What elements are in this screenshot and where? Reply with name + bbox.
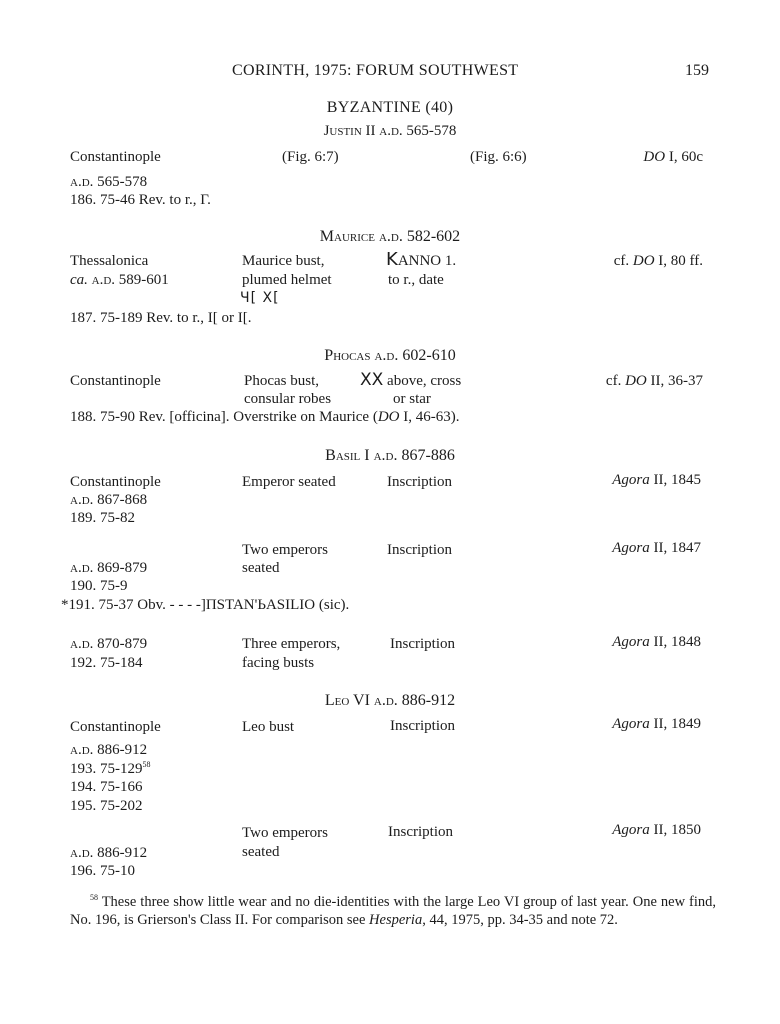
footnote-ref-58: 58 bbox=[142, 760, 151, 769]
maurice-obverse-2: plumed helmet bbox=[242, 272, 332, 288]
phocas-reverse-1 bbox=[360, 371, 461, 390]
basil-ref-c-series: Agora bbox=[612, 634, 650, 650]
entry-194: 194. 75-166 bbox=[70, 779, 143, 795]
leo-ref-b-number: II, 1850 bbox=[649, 822, 701, 838]
basil-date-c: a.d. 870-879 bbox=[70, 636, 148, 652]
entry-196: 196. 75-10 bbox=[70, 863, 135, 879]
justin-fig-obv: (Fig. 6:7) bbox=[282, 149, 339, 165]
maurice-ref-prefix: cf. bbox=[613, 253, 633, 269]
page-number: 159 bbox=[685, 62, 709, 79]
maurice-rev-text: ANNO 1. bbox=[397, 253, 457, 269]
basil-reverse-c: Inscription bbox=[390, 636, 455, 652]
leo-mint: Constantinople bbox=[70, 719, 161, 735]
basil-obverse-b-2: seated bbox=[242, 560, 280, 576]
basil-reverse-b: Inscription bbox=[387, 542, 452, 558]
leo-reference-b bbox=[560, 821, 701, 839]
heading-justin: Justin II a.d. 565-578 bbox=[323, 123, 457, 139]
section-title: BYZANTINE (40) bbox=[326, 99, 454, 116]
basil-reverse-a: Inscription bbox=[387, 474, 452, 490]
basil-ref-c-number: II, 1848 bbox=[649, 634, 701, 650]
leo-reverse-a: Inscription bbox=[390, 718, 455, 734]
leo-obverse-a: Leo bust bbox=[242, 719, 295, 735]
maurice-reverse-2: to r., date bbox=[388, 272, 444, 288]
leo-obverse-b-1: Two emperors bbox=[242, 825, 329, 841]
maurice-ref-number: I, 80 ff. bbox=[654, 253, 703, 269]
leo-obverse-b-2: seated bbox=[242, 844, 280, 860]
entry-186: 186. 75-46 Rev. to r., Γ. bbox=[70, 192, 211, 208]
maurice-mint: Thessalonica bbox=[70, 253, 149, 269]
entry-195: 195. 75-202 bbox=[70, 798, 143, 814]
leo-ref-b-series: Agora bbox=[612, 822, 650, 838]
phocas-mint: Constantinople bbox=[70, 373, 161, 389]
leo-date-a: a.d. 886-912 bbox=[70, 742, 148, 758]
leo-reference-a bbox=[560, 715, 701, 733]
entry-187: 187. 75-189 Rev. to r., I[ or I[. bbox=[70, 310, 252, 326]
basil-reference-b bbox=[560, 539, 701, 557]
basil-reference-a bbox=[560, 471, 701, 489]
entry-192: 192. 75-184 bbox=[70, 655, 143, 671]
phocas-rev-text: above, cross bbox=[383, 373, 462, 389]
basil-obverse-b-1: Two emperors bbox=[242, 542, 329, 558]
entry-193 bbox=[70, 760, 151, 778]
basil-date-b: a.d. 869-879 bbox=[70, 560, 148, 576]
footnote-text-b: , 44, 1975, pp. 34-35 and note 72. bbox=[422, 912, 618, 928]
maurice-ref-series: DO bbox=[632, 253, 655, 269]
entry-190: 190. 75-9 bbox=[70, 578, 128, 594]
entry-191: *191. 75-37 Obv. - - - -]ΠSΤΑΝ'ЬASILIO (sic). bbox=[61, 597, 350, 613]
maurice-rev-glyph: K bbox=[386, 249, 398, 270]
phocas-ref-series: DO bbox=[625, 373, 647, 389]
justin-ref-number: I, 60c bbox=[665, 149, 703, 165]
phocas-ref-prefix: cf. bbox=[605, 373, 626, 389]
maurice-obverse-1: Maurice bust, bbox=[242, 253, 325, 269]
basil-ref-b-series: Agora bbox=[612, 540, 650, 556]
entry-188-ref-number: I, 46-63). bbox=[399, 409, 460, 425]
entry-193-text: 193. 75-129 bbox=[70, 761, 143, 777]
justin-mint: Constantinople bbox=[70, 149, 161, 165]
basil-mint: Constantinople bbox=[70, 474, 161, 490]
maurice-date-range: a.d. 589-601 bbox=[87, 272, 169, 288]
heading-basil: Basil I a.d. 867-886 bbox=[325, 447, 455, 464]
basil-ref-b-number: II, 1847 bbox=[649, 540, 701, 556]
maurice-date-circa: ca. bbox=[70, 272, 88, 288]
heading-leo: Leo VI a.d. 886-912 bbox=[324, 692, 456, 709]
maurice-reverse-1 bbox=[386, 251, 456, 270]
basil-reference-c bbox=[560, 633, 701, 651]
justin-date: a.d. 565-578 bbox=[70, 174, 148, 190]
maurice-marks: Ч[ X[ bbox=[240, 290, 280, 306]
basil-ref-a-number: II, 1845 bbox=[649, 472, 701, 488]
phocas-ref-number: II, 36-37 bbox=[646, 373, 703, 389]
phocas-reverse-2: or star bbox=[393, 391, 431, 407]
basil-obverse-c-1: Three emperors, bbox=[242, 636, 341, 652]
basil-obverse-c-2: facing busts bbox=[242, 655, 315, 671]
heading-phocas: Phocas a.d. 602-610 bbox=[324, 347, 456, 364]
heading-maurice: Maurice a.d. 582-602 bbox=[319, 228, 461, 245]
entry-188 bbox=[70, 408, 460, 426]
entry-188-ref-series: DO bbox=[377, 409, 400, 425]
leo-date-b: a.d. 886-912 bbox=[70, 845, 148, 861]
entry-188-text: 188. 75-90 Rev. [officina]. Overstrike on Maurice ( bbox=[70, 409, 378, 425]
phocas-reference bbox=[560, 372, 703, 390]
footnote bbox=[70, 893, 716, 929]
leo-ref-a-series: Agora bbox=[612, 716, 650, 732]
running-title: CORINTH, 1975: FORUM SOUTHWEST bbox=[232, 62, 519, 79]
phocas-obverse-2: consular robes bbox=[244, 391, 332, 407]
maurice-reference bbox=[560, 252, 703, 270]
justin-fig-rev: (Fig. 6:6) bbox=[470, 149, 527, 165]
basil-ref-a-series: Agora bbox=[612, 472, 650, 488]
leo-ref-a-number: II, 1849 bbox=[649, 716, 701, 732]
maurice-date bbox=[70, 271, 169, 289]
footnote-journal: Hesperia bbox=[369, 912, 423, 928]
entry-189: 189. 75-82 bbox=[70, 510, 135, 526]
justin-reference bbox=[560, 148, 703, 166]
footnote-marker: 58 bbox=[90, 893, 98, 902]
basil-obverse-a: Emperor seated bbox=[242, 474, 336, 490]
phocas-obverse-1: Phocas bust, bbox=[244, 373, 319, 389]
leo-reverse-b: Inscription bbox=[388, 824, 453, 840]
footnote-text-a: These three show little wear and no die-identities with the large Leo VI group of last year. One new find, No. 196, is Grierson's Class II. For comparison see bbox=[70, 894, 716, 928]
phocas-rev-glyph: XX bbox=[360, 370, 384, 390]
basil-date-a: a.d. 867-868 bbox=[70, 492, 148, 508]
justin-ref-series: DO bbox=[643, 149, 666, 165]
